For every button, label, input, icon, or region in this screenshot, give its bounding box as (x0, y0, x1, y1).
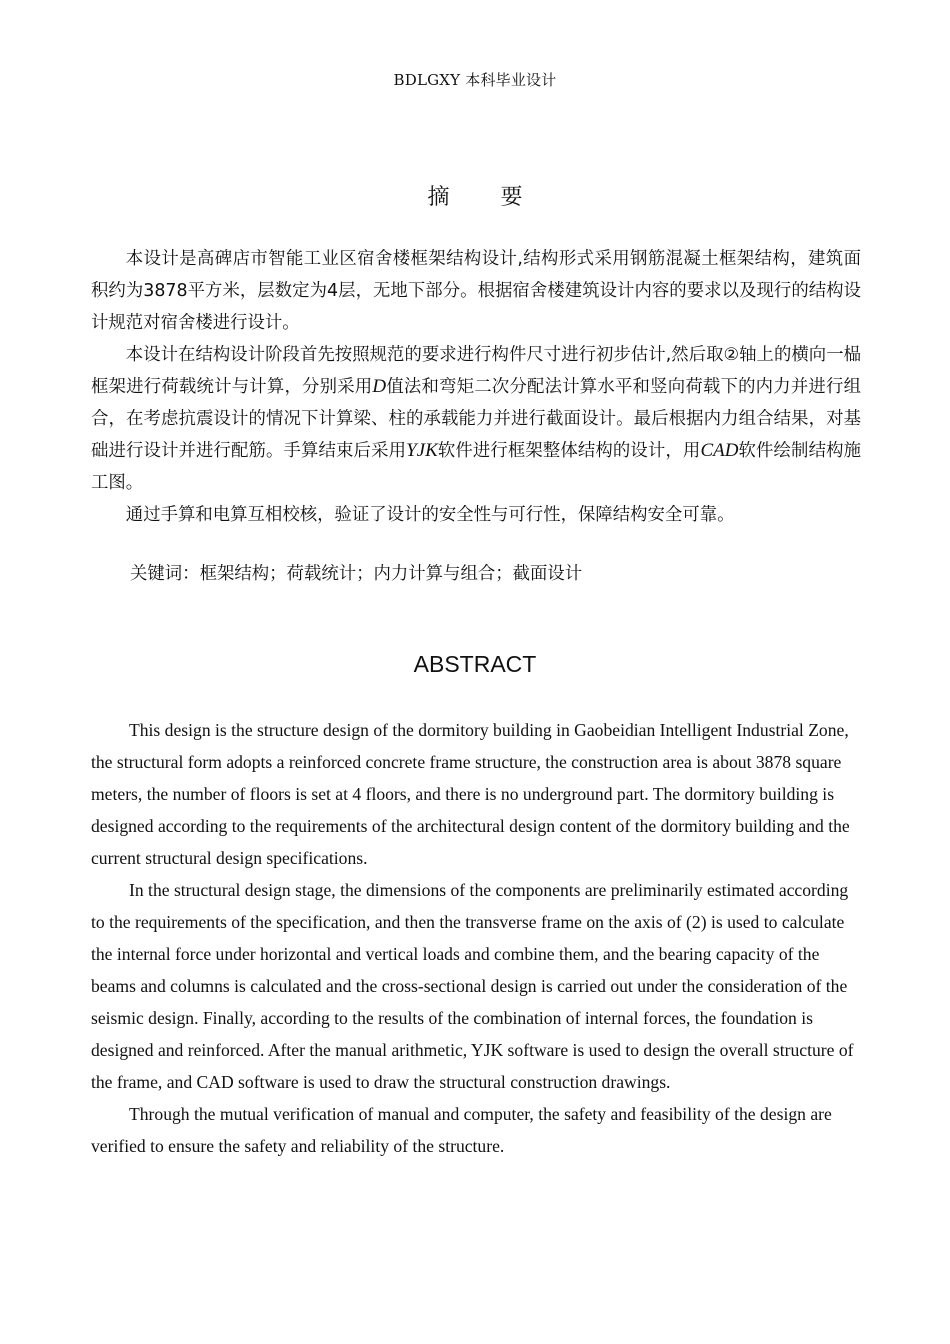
english-paragraph-1: This design is the structure design of the dormitory building in Gaobeidian Intelligent Industrial Zone, the structural form adopts a reinforced concrete frame structure, the construction area is about 3878 square meters, the number of floors is set at 4 floors, and there is no underground part. The dormitory building is designed according to the requirements of the architectural design content of the dormitory building and the current structural design specifications. (91, 720, 850, 868)
english-paragraph-2: In the structural design stage, the dimensions of the components are preliminarily estimated according to the requirements of the specification, and then the transverse frame on the axis of (2) is used to calculate the internal force under horizontal and vertical loads and combine them, and the bearing capacity of the beams and columns is calculated and the cross-sectional design is carried out under the consideration of the seismic design. Finally, according to the results of the combination of internal forces, the foundation is designed and reinforced. After the manual arithmetic, YJK software is used to design the overall structure of the frame, and CAD software is used to draw the structural construction drawings. (91, 880, 854, 1092)
chinese-paragraph-2 (91, 339, 861, 499)
chinese-paragraph-1: 本设计是高碑店市智能工业区宿舍楼框架结构设计,结构形式采用钢筋混凝土框架结构，建筑面积约为3878平方米，层数定为4层，无地下部分。根据宿舍楼建筑设计内容的要求以及现行的结构设计规范对宿舍楼进行设计。 (91, 249, 861, 333)
english-abstract-body (91, 714, 863, 1162)
chinese-abstract-body (91, 243, 861, 531)
yjk-term: YJK (406, 440, 438, 461)
chinese-abstract-title: 摘 要 (427, 185, 545, 210)
chinese-paragraph-2-part2: 值法和弯矩二次分配法计算水平和竖向荷载下的内力并进行组合，在考虑抗震设计的情况下计算梁、柱的承载能力并进行截面设计。最后根据内力组合结果，对基础进行设计并进行配筋。手算结束后采用 (91, 377, 861, 461)
keywords-text: 框架结构；荷载统计；内力计算与组合；截面设计 (199, 564, 583, 584)
d-value-term: D (372, 376, 387, 397)
chinese-paragraph-2-part4: 软件绘制结构施工图。 (91, 441, 861, 493)
chinese-paragraph-2-part3: 软件进行框架整体结构的设计，用 (437, 441, 701, 461)
chinese-paragraph-2-part1: 本设计在结构设计阶段首先按照规范的要求进行构件尺寸进行初步估计,然后取②轴上的横向一榀框架进行荷载统计与计算，分别采用 (91, 345, 861, 397)
cad-term: CAD (700, 440, 739, 461)
english-abstract-title: ABSTRACT (413, 651, 537, 677)
keywords-label: 关键词： (130, 564, 200, 584)
chinese-paragraph-3: 通过手算和电算互相校核，验证了设计的安全性与可行性，保障结构安全可靠。 (125, 505, 735, 525)
page-header: BDLGXY 本科毕业设计 (393, 71, 557, 89)
keywords-line (130, 560, 870, 588)
english-paragraph-3: Through the mutual verification of manual and computer, the safety and feasibility of the design are verified to ensure the safety and reliability of the structure. (91, 1104, 832, 1156)
